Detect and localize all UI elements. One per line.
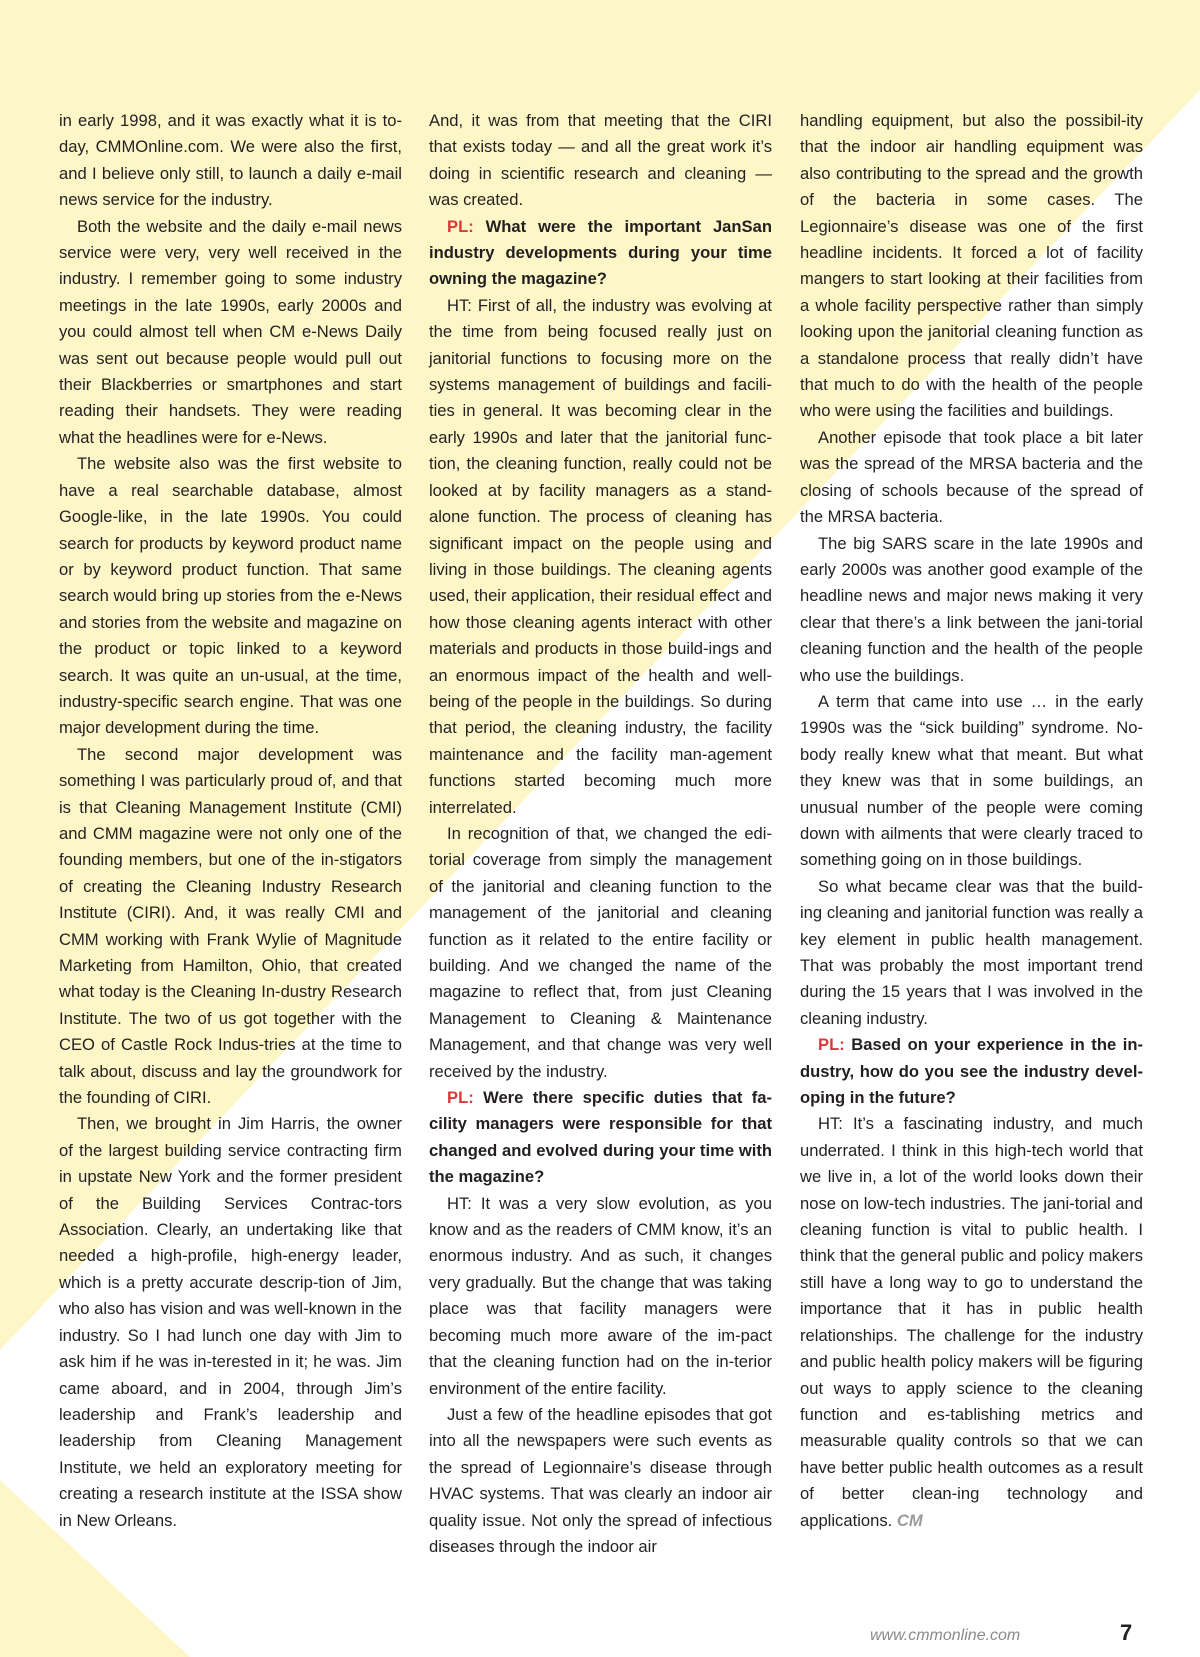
paragraph: HT: It was a very slow evolution, as you know and as the readers of CMM know, it’s an enormous industry. And as such, it changes very gradually. But the change that was taking place was that facility managers were becoming much more aware of the im-pact that the cleaning function had on the in-terior environment of the entire facility. [429, 1193, 772, 1398]
question-text: What were the important JanSan industry developments during your time owning the magazine? [429, 216, 772, 289]
interview-question [429, 214, 772, 293]
paragraph: Another episode that took place a bit later was the spread of the MRSA bacteria and the closing of schools because of the spread of the MRSA bacteria. [800, 427, 1143, 527]
paragraph: The second major development was something I was particularly proud of, and that is that Cleaning Management Institute (CMI) and CMM magazine were not only one of the founding members, but one of the in-stigators of creating the Cleaning Industry Research Institute (CIRI). And, it was really CMI and CMM working with Frank Wylie of Magnitude Marketing from Hamilton, Ohio, that created what today is the Cleaning In-dustry Research Institute. The two of us got together with the CEO of Castle Rock Indus-tries at the time to talk about, discuss and lay the groundwork for the founding of CIRI. [59, 744, 402, 1108]
paragraph: And, it was from that meeting that the CIRI that exists today — and all the great work it’s doing in scientific research and cleaning — was created. [429, 111, 772, 210]
paragraph: In recognition of that, we changed the edi-torial coverage from simply the management of the janitorial and cleaning function to the management of the janitorial and cleaning function as it related to the entire facility or building. And we changed the name of the magazine to reflect that, from just Cleaning Management to Cleaning & Maintenance Management, and that change was very well received by the industry. [429, 823, 772, 1081]
paragraph: So what became clear was that the build-ing cleaning and janitorial function was really a key element in public health management. That was probably the most important trend during the 15 years that I was involved in the cleaning industry. [800, 876, 1143, 1028]
question-label: PL: [447, 1088, 474, 1108]
question-text: Were there specific duties that fa-cility managers were responsible for that changed and evolved during your time with the magazine? [429, 1088, 772, 1187]
question-text: Based on your experience in the in-dustry, how do you see the industry devel-oping in the future? [800, 1035, 1143, 1108]
end-mark: CM [896, 1510, 923, 1530]
paragraph: Both the website and the daily e-mail news service were very, very well received in the industry. I remember going to some industry meetings in the late 1990s, early 2000s and you could almost tell when CM e-News Daily was sent out because people would pull out their Blackberries or smartphones and start reading their handsets. They were reading what the headlines were for e-News. [59, 216, 402, 447]
question-label: PL: [447, 216, 474, 236]
article-column-1 [59, 108, 402, 1534]
article-column-2 [429, 108, 772, 1560]
paragraph-text: HT: It’s a fascinating industry, and much underrated. I think in this high-tech world that we live in, a lot of the world looks down their nose on low-tech industries. The jani-torial and cleaning function is vital to public health. I think that the general public and policy makers still have a long way to go to understand the importance that it has in public health relationships. The challenge for the industry and public health policy makers will be figuring out ways to apply science to the cleaning function and es-tablishing metrics and measurable quality controls so that we can have better public health outcomes as a result of better clean-ing technology and applications. [800, 1114, 1143, 1530]
interview-question [429, 1085, 772, 1191]
paragraph: in early 1998, and it was exactly what it is to-day, CMMOnline.com. We were also the first, and I believe only still, to launch a daily e-mail news service for the industry. [59, 111, 402, 210]
paragraph: A term that came into use … in the early 1990s was the “sick building” syndrome. No-body really knew what that meant. But what they knew was that in some buildings, an unusual number of the people were coming down with ailments that were clearly traced to something going on in those buildings. [800, 691, 1143, 870]
paragraph [800, 1111, 1143, 1534]
footer-url: www.cmmonline.com [870, 1627, 1021, 1644]
question-label: PL: [818, 1035, 845, 1055]
paragraph: handling equipment, but also the possibil-ity that the indoor air handling equipment was also contributing to the spread and the growth of the bacteria in some cases. The Legionnaire’s disease was one of the first headline incidents. It forced a lot of facility mangers to start looking at their facilities from a whole facility perspective rather than simply looking upon the janitorial cleaning function as a standalone process that really didn’t have that much to do with the health of the people who were using the facilities and buildings. [800, 111, 1143, 421]
interview-question [800, 1032, 1143, 1111]
paragraph: Then, we brought in Jim Harris, the owner of the largest building service contracting firm in upstate New York and the former president of the Building Services Contrac-tors Association. Clearly, an undertaking like that needed a high-profile, high-energy leader, which is a pretty accurate descrip-tion of Jim, who also has vision and was well-known in the industry. So I had lunch one day with Jim to ask him if he was in-terested in it; he was. Jim came aboard, and in 2004, through Jim’s leadership and Frank’s leadership and leadership from Cleaning Management Institute, we held an exploratory meeting for creating a research institute at the ISSA show in New Orleans. [59, 1114, 402, 1530]
paragraph: The big SARS scare in the late 1990s and early 2000s was another good example of the headline news and major news making it very clear that there’s a link between the jani-torial cleaning function and the health of the people who use the buildings. [800, 533, 1143, 685]
paragraph: HT: First of all, the industry was evolving at the time from being focused really just on janitorial functions to focusing more on the systems management of buildings and facili-ties in general. It was becoming clear in the early 1990s and later that the janitorial func-tion, the cleaning function, really could not be looked at by facility managers as a stand-alone function. The process of cleaning has significant impact on the people using and living in those buildings. The cleaning agents used, their application, their residual effect and how those cleaning agents interact with other materials and products in those build-ings and an enormous impact of the health and well-being of the people in the buildings. So during that period, the cleaning industry, the facility maintenance and the facility man-agement functions started becoming much more interrelated. [429, 295, 772, 817]
paragraph: Just a few of the headline episodes that got into all the newspapers were such events as the spread of Legionnaire’s disease through HVAC systems. That was clearly an indoor air quality issue. Not only the spread of infectious diseases through the indoor air [429, 1404, 772, 1556]
article-column-3 [800, 108, 1143, 1534]
page-number: 7 [1120, 1620, 1133, 1645]
paragraph: The website also was the first website to have a real searchable database, almost Google-like, in the late 1990s. You could search for products by keyword product name or by keyword product function. That same search would bring up stories from the e-News and stories from the website and magazine on the product or topic linked to a keyword search. It was quite an un-usual, at the time, industry-specific search engine. That was one major development during the time. [59, 454, 402, 738]
